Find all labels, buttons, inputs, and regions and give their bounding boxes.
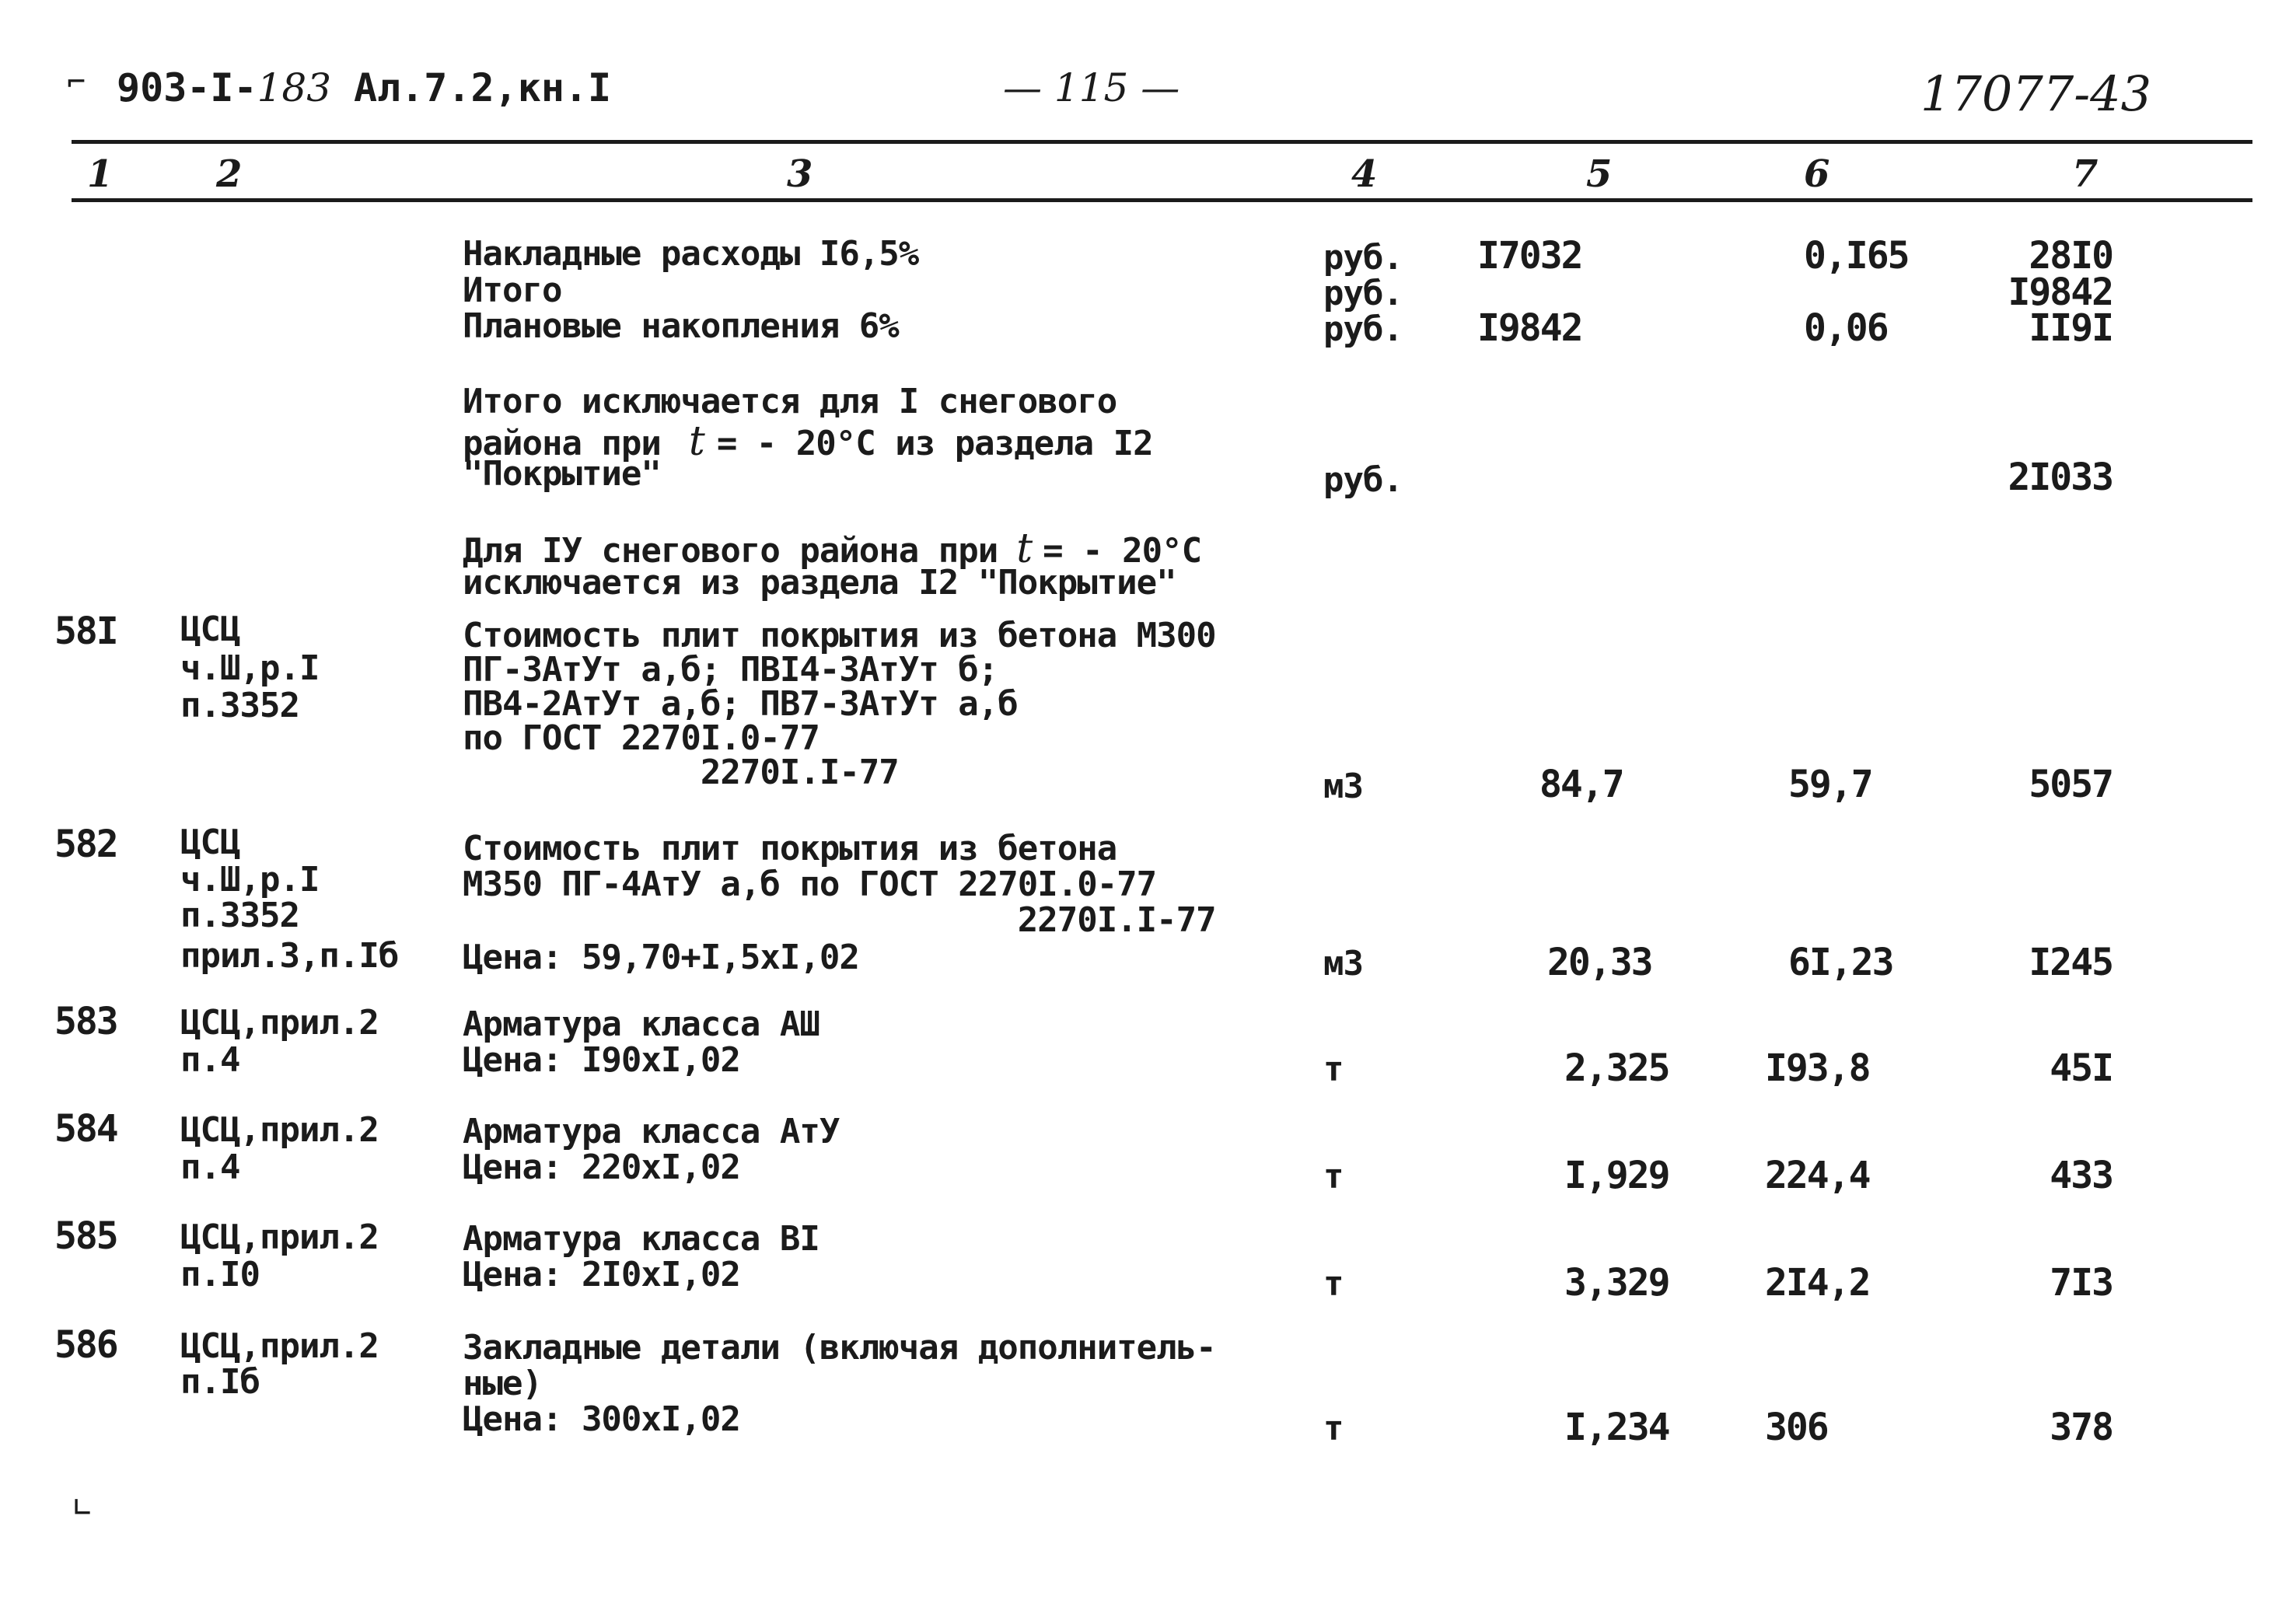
header-rule [72, 198, 2252, 202]
description-line: 2270I.I-77 [463, 753, 899, 792]
overhead-text: Накладные расходы I6,5% [463, 234, 919, 274]
planned-qty: I9842 [1477, 306, 1582, 350]
description-line: 2270I.I-77 [463, 900, 1216, 940]
t-symbol: t [1016, 526, 1033, 572]
document-number: 17077-43 [1920, 65, 2152, 122]
description-line: Арматура класса АШ [463, 1004, 820, 1044]
overhead-sum: 28I0 [2029, 234, 2113, 278]
planned-sum: II9I [2029, 306, 2113, 350]
corner-mark-top-left: ⌐ [67, 65, 86, 100]
description-line: Закладные детали (включая дополнитель- [463, 1328, 1216, 1368]
row-number: 582 [54, 823, 117, 866]
column-number-6: 6 [1804, 152, 1830, 196]
unit: м3 [1323, 767, 1363, 806]
source-line: п.4 [180, 1040, 240, 1080]
source-line: ЦСЦ,прил.2 [180, 1110, 379, 1150]
column-number-5: 5 [1586, 152, 1613, 196]
column-number-1: 1 [87, 152, 114, 196]
source-line: ч.Ш,р.I [180, 648, 320, 688]
source-line: ЦСЦ [180, 823, 240, 862]
planned-text: Плановые накопления 6% [463, 306, 899, 346]
document-code-handwritten: 183 [257, 65, 332, 110]
iv-line-2: исключается из раздела I2 "Покрытие" [463, 563, 1176, 603]
source-line: ЦСЦ,прил.2 [180, 1003, 379, 1043]
row-sum: 433 [2050, 1154, 2113, 1197]
excluded-line-1: Итого исключается для I снегового [463, 382, 1117, 421]
description-line: ные) [463, 1364, 542, 1403]
description-line: Цена: 2I0хI,02 [463, 1255, 740, 1294]
unit-price: 59,7 [1788, 763, 1872, 806]
overhead-qty: I7032 [1477, 234, 1582, 278]
column-number-7: 7 [2072, 152, 2099, 196]
unit: м3 [1323, 944, 1363, 983]
top-rule [72, 140, 2252, 144]
row-number: 583 [54, 1000, 117, 1043]
album-reference: Ал.7.2,кн.I [354, 65, 612, 110]
column-number-2: 2 [216, 152, 243, 196]
description-line: Цена: 59,70+I,5хI,02 [463, 938, 859, 977]
iv-line-1a: Для IУ снегового района при [463, 531, 998, 571]
quantity: I,929 [1564, 1154, 1669, 1197]
total-sum: I9842 [2008, 271, 2113, 314]
unit: т [1323, 1050, 1344, 1089]
iv-line-1b: = - 20°С [1043, 531, 1202, 571]
unit: т [1323, 1264, 1344, 1304]
document-code [117, 65, 332, 110]
unit-price: 2I4,2 [1765, 1261, 1870, 1305]
total-text: Итого [463, 271, 562, 310]
unit-price: 306 [1765, 1406, 1828, 1449]
description-line: Цена: 300хI,02 [463, 1399, 740, 1439]
description-line: Цена: I90хI,02 [463, 1040, 740, 1080]
quantity: 84,7 [1539, 763, 1623, 806]
excluded-unit: руб. [1323, 460, 1403, 500]
excluded-line-3: "Покрытие" [463, 454, 661, 494]
overhead-unit: руб. [1323, 238, 1403, 278]
unit-price: I93,8 [1765, 1046, 1870, 1090]
quantity: 20,33 [1547, 941, 1652, 984]
unit-price: 6I,23 [1788, 941, 1893, 984]
description-line: Цена: 220хI,02 [463, 1148, 740, 1187]
source-line: ЦСЦ [180, 610, 240, 649]
source-line: ч.Ш,р.I [180, 860, 320, 900]
description-line: М350 ПГ-4АтУ а,б по ГОСТ 2270I.0-77 [463, 865, 1157, 904]
corner-mark-bottom-left: ∟ [73, 1490, 93, 1526]
description-line: по ГОСТ 2270I.0-77 [463, 718, 820, 758]
source-line: п.3352 [180, 896, 299, 935]
excluded-line-2b: = - 20°С из раздела I2 [716, 424, 1153, 463]
row-sum: 378 [2050, 1406, 2113, 1449]
excluded-line-2a: района при [463, 424, 661, 463]
column-number-4: 4 [1351, 152, 1378, 196]
planned-unit: руб. [1323, 309, 1403, 349]
total-unit: руб. [1323, 274, 1403, 313]
description-line: Арматура класса АтУ [463, 1112, 840, 1151]
row-number: 584 [54, 1107, 117, 1151]
row-sum: 45I [2050, 1046, 2113, 1090]
description-line: Стоимость плит покрытия из бетона М300 [463, 616, 1216, 655]
quantity: 2,325 [1564, 1046, 1669, 1090]
document-code-prefix: 903-I- [117, 65, 257, 110]
t-symbol: t [688, 418, 704, 465]
column-number-3: 3 [787, 152, 813, 196]
row-sum: 5057 [2029, 763, 2113, 806]
unit-price: 224,4 [1765, 1154, 1870, 1197]
quantity: 3,329 [1564, 1261, 1669, 1305]
page-number: — 115 — [1003, 65, 1180, 110]
description-line: Арматура класса BI [463, 1219, 820, 1259]
source-line: ЦСЦ,прил.2 [180, 1217, 379, 1257]
source-line: п.4 [180, 1148, 240, 1187]
row-number: 586 [54, 1323, 117, 1367]
planned-rate: 0,06 [1804, 306, 1888, 350]
source-line: п.Iб [180, 1362, 260, 1402]
row-number: 58I [54, 610, 117, 653]
description-line: ПГ-3АтУт а,б; ПВI4-3АтУт б; [463, 650, 998, 690]
excluded-sum: 2I033 [2008, 456, 2113, 499]
source-line: прил.3,п.Iб [180, 936, 399, 976]
description-line: ПВ4-2АтУт а,б; ПВ7-3АтУт а,б [463, 684, 1018, 724]
description-line: Стоимость плит покрытия из бетона [463, 829, 1117, 868]
unit: т [1323, 1409, 1344, 1448]
source-line: п.3352 [180, 686, 299, 725]
row-sum: I245 [2029, 941, 2113, 984]
overhead-rate: 0,I65 [1804, 234, 1909, 278]
quantity: I,234 [1564, 1406, 1669, 1449]
source-line: ЦСЦ,прил.2 [180, 1326, 379, 1366]
row-number: 585 [54, 1214, 117, 1258]
row-sum: 7I3 [2050, 1261, 2113, 1305]
unit: т [1323, 1157, 1344, 1197]
source-line: п.I0 [180, 1255, 260, 1294]
